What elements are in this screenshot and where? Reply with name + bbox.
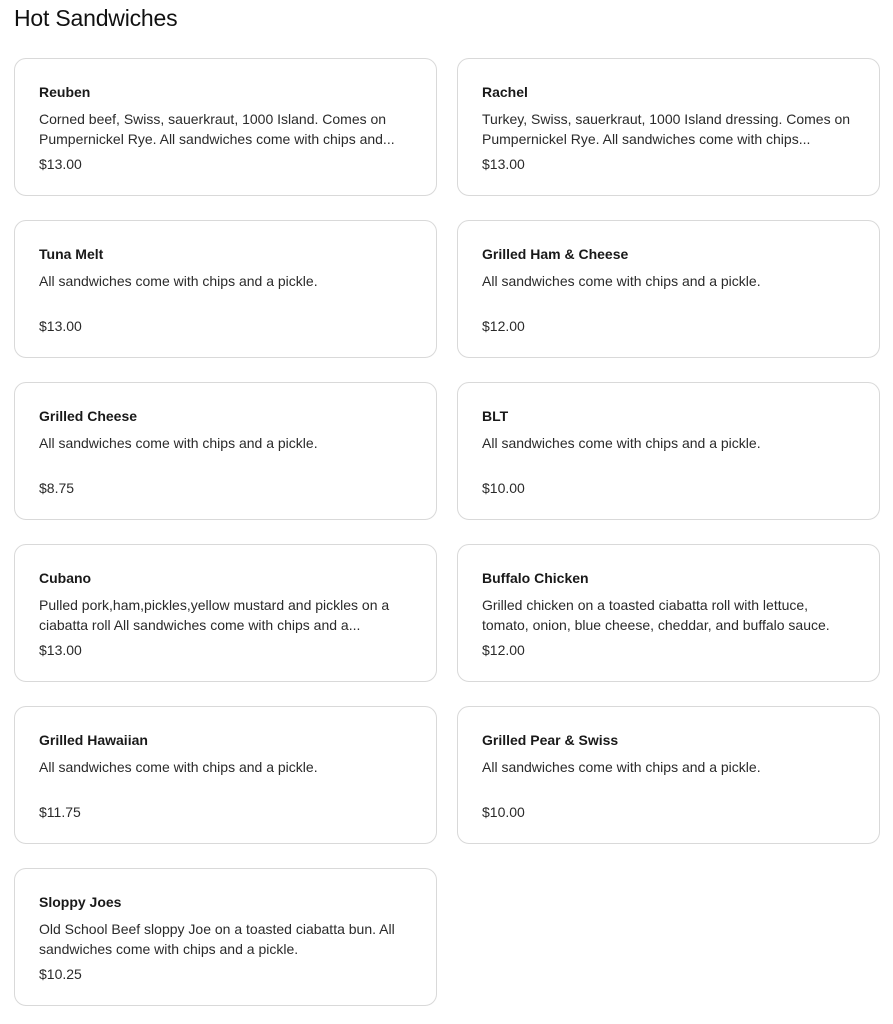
menu-item-name: Rachel (482, 84, 528, 100)
menu-item-card[interactable] (14, 706, 437, 844)
menu-item-card[interactable] (457, 706, 880, 844)
menu-item-card[interactable] (14, 382, 437, 520)
menu-item-description: Old School Beef sloppy Joe on a toasted ciabatta bun. All sandwiches come with chips and a pickle. (39, 921, 395, 957)
menu-item-card[interactable] (14, 544, 437, 682)
menu-item-description: All sandwiches come with chips and a pickle. (39, 435, 318, 451)
menu-item-price: $12.00 (482, 318, 525, 334)
menu-item-price: $10.00 (482, 480, 525, 496)
menu-item-price: $13.00 (39, 642, 82, 658)
menu-item-price: $8.75 (39, 480, 75, 496)
menu-item-card[interactable] (457, 544, 880, 682)
menu-item-price: $12.00 (482, 642, 525, 658)
menu-item-name: Grilled Hawaiian (39, 732, 148, 748)
menu-item-price: $11.75 (39, 804, 81, 820)
menu-item-price: $13.00 (39, 318, 82, 334)
menu-item-description: All sandwiches come with chips and a pickle. (482, 273, 761, 289)
menu-item-name: Tuna Melt (39, 246, 104, 262)
menu-item-name: Cubano (39, 570, 92, 586)
menu-item-name: BLT (482, 408, 509, 424)
menu-item-name: Sloppy Joes (39, 894, 122, 910)
menu-item-description: Corned beef, Swiss, sauerkraut, 1000 Island. Comes on Pumpernickel Rye. All sandwiches come with chips and... (39, 111, 395, 147)
menu-item-price: $13.00 (39, 156, 82, 172)
menu-item-price: $10.00 (482, 804, 525, 820)
menu-item-price: $13.00 (482, 156, 525, 172)
menu-item-name: Grilled Cheese (39, 408, 138, 424)
menu-item-description: Grilled chicken on a toasted ciabatta roll with lettuce, tomato, onion, blue cheese, cheddar, and buffalo sauce. (482, 597, 830, 633)
menu-item-grid (14, 58, 880, 1006)
menu-item-card[interactable] (14, 220, 437, 358)
menu-item-description: Pulled pork,ham,pickles,yellow mustard and pickles on a ciabatta roll All sandwiches come with chips and a... (39, 597, 390, 633)
menu-item-name: Grilled Ham & Cheese (482, 246, 629, 262)
menu-item-price: $10.25 (39, 966, 82, 982)
menu-item-card[interactable] (14, 868, 437, 1006)
menu-item-description: All sandwiches come with chips and a pickle. (482, 759, 761, 775)
menu-item-description: All sandwiches come with chips and a pickle. (39, 273, 318, 289)
menu-item-card[interactable] (457, 382, 880, 520)
menu-item-description: Turkey, Swiss, sauerkraut, 1000 Island dressing. Comes on Pumpernickel Rye. All sandwiches come with chips... (482, 111, 851, 147)
menu-item-name: Buffalo Chicken (482, 570, 589, 586)
menu-item-card[interactable] (457, 220, 880, 358)
menu-item-name: Grilled Pear & Swiss (482, 732, 619, 748)
menu-item-description: All sandwiches come with chips and a pickle. (482, 435, 761, 451)
menu-item-name: Reuben (39, 84, 91, 100)
menu-item-card[interactable] (14, 58, 437, 196)
menu-item-description: All sandwiches come with chips and a pickle. (39, 759, 318, 775)
menu-item-card[interactable] (457, 58, 880, 196)
section-title: Hot Sandwiches (14, 5, 178, 31)
